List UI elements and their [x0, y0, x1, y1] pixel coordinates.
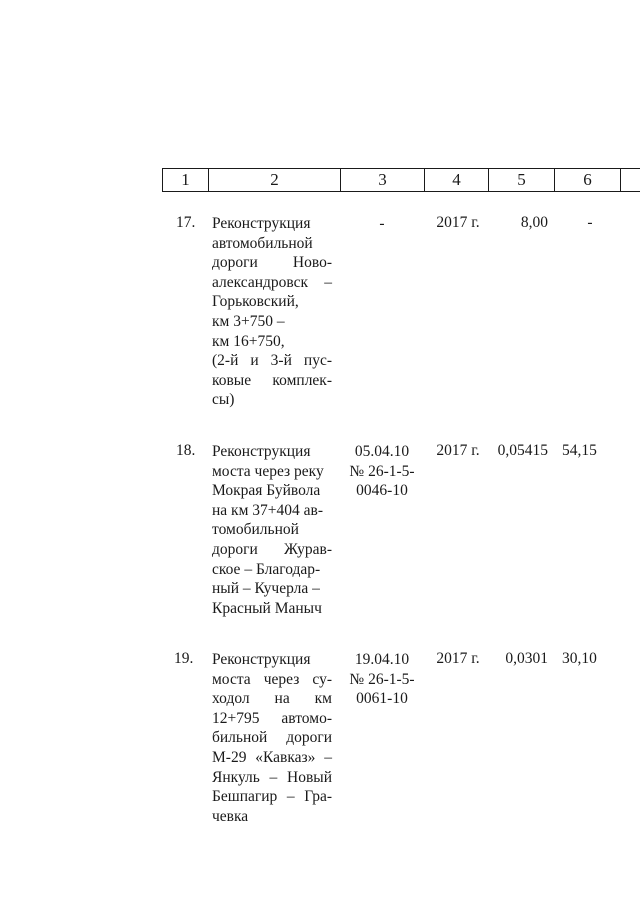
doc-line: 05.04.10	[354, 443, 410, 460]
doc-line: 0061-10	[356, 690, 408, 708]
row-doc	[338, 214, 426, 234]
row-value: 30,10	[562, 650, 597, 667]
name-line: М-29 «Кавказ» –	[212, 748, 332, 766]
name-line: ковые комплек-	[212, 371, 332, 389]
name-line: Мокрая Буйвола	[212, 482, 321, 500]
name-line: ный – Кучерла –	[212, 580, 320, 598]
doc-line: № 26-1-5-	[349, 462, 415, 480]
name-line: Реконструкция	[212, 215, 311, 232]
name-line: чевка	[212, 807, 249, 825]
row-doc	[338, 650, 426, 709]
header-cell-2: 2	[209, 169, 341, 191]
row-year: 2017 г.	[436, 214, 480, 231]
name-line: Реконструкция	[212, 443, 311, 460]
header-cell-4: 4	[425, 169, 489, 191]
doc-line: -	[379, 215, 385, 232]
name-line: дороги Ново-	[212, 254, 332, 272]
name-line: Янкуль – Новый	[212, 768, 332, 786]
row-number: 18.	[176, 442, 196, 459]
name-line: дороги Журав-	[212, 540, 332, 558]
header-cell-5: 5	[489, 169, 555, 191]
row-name	[212, 650, 332, 826]
name-line: 12+795 автомо-	[212, 709, 332, 727]
doc-line: № 26-1-5-	[349, 670, 415, 688]
name-line: сы)	[212, 391, 235, 409]
name-line: Реконструкция	[212, 651, 311, 668]
name-line: бильной дороги	[212, 729, 332, 747]
name-line: томобильной	[212, 521, 299, 539]
header-cell-3: 3	[341, 169, 425, 191]
row-number: 19.	[174, 650, 194, 667]
header-cell-7	[621, 169, 640, 191]
header-cell-1: 1	[163, 169, 209, 191]
name-line: Горьковский,	[212, 293, 299, 311]
row-doc	[338, 442, 426, 501]
name-line: автомобильной	[212, 234, 313, 252]
name-line: км 16+750,	[212, 332, 285, 350]
header-cell-6: 6	[555, 169, 621, 191]
name-line: александровск –	[212, 273, 332, 291]
row-name	[212, 442, 332, 618]
name-line: ходол на км	[212, 690, 332, 708]
name-line: на км 37+404 ав-	[212, 501, 323, 519]
row-number: 17.	[176, 214, 196, 231]
row-year: 2017 г.	[436, 442, 480, 459]
row-amount: 0,0301	[505, 650, 548, 667]
name-line: моста через реку	[212, 462, 324, 480]
doc-line: 19.04.10	[354, 651, 410, 668]
name-line: (2-й и 3-й пус-	[212, 352, 332, 370]
row-value: 54,15	[562, 442, 597, 459]
name-line: км 3+750 –	[212, 312, 285, 330]
row-value: -	[587, 214, 593, 231]
name-line: ское – Благодар-	[212, 560, 321, 578]
name-line: Красный Маныч	[212, 599, 322, 617]
name-line: моста через су-	[212, 670, 332, 688]
row-name	[212, 214, 332, 410]
doc-line: 0046-10	[356, 482, 408, 500]
name-line: Бешпагир – Гра-	[212, 788, 332, 806]
row-amount: 0,05415	[497, 442, 548, 459]
row-amount: 8,00	[520, 214, 548, 231]
row-year: 2017 г.	[436, 650, 480, 667]
table-header-row	[162, 168, 640, 192]
